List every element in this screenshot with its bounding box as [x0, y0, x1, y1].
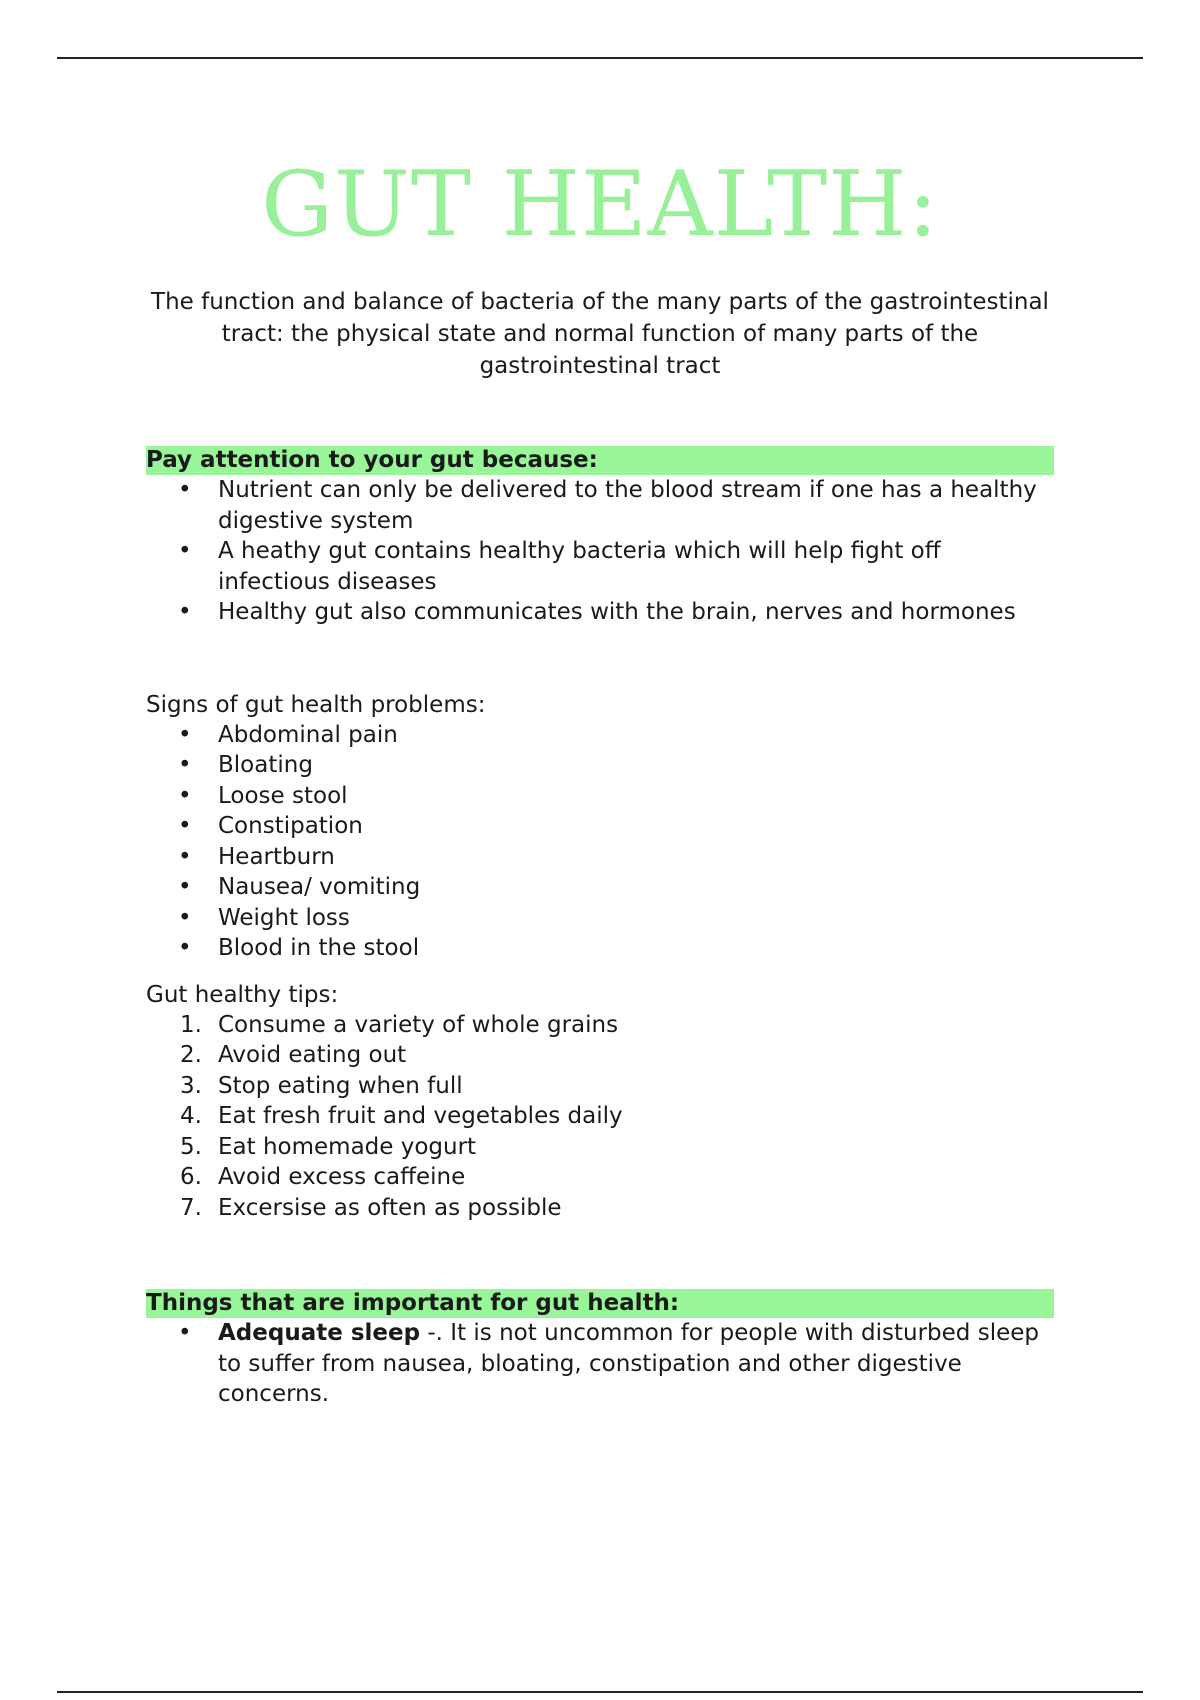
- list-number: 1.: [180, 1011, 202, 1038]
- list-number: 5.: [180, 1133, 202, 1160]
- section-heading-attention: Pay attention to your gut because:: [146, 446, 1054, 475]
- attention-list: [146, 475, 1054, 628]
- list-text: Eat fresh fruit and vegetables daily: [218, 1103, 623, 1129]
- list-item: [146, 1101, 1054, 1132]
- list-item: • Blood in the stool: [146, 933, 1054, 964]
- list-text: Avoid eating out: [218, 1042, 407, 1068]
- list-item: • Nutrient can only be delivered to the blood stream if one has a healthy digestive system: [146, 475, 1054, 536]
- list-item: [146, 1318, 1054, 1410]
- list-item: • Abdominal pain: [146, 720, 1054, 751]
- list-item: • Nausea/ vomiting: [146, 872, 1054, 903]
- section-heading-signs: Signs of gut health problems:: [146, 691, 486, 718]
- list-number: 3.: [180, 1072, 202, 1099]
- list-item: • Loose stool: [146, 781, 1054, 812]
- list-number: 6.: [180, 1164, 202, 1190]
- list-item: • Weight loss: [146, 903, 1054, 934]
- signs-list: [146, 720, 1054, 964]
- list-item: • Bloating: [146, 750, 1054, 781]
- top-rule: [57, 57, 1143, 59]
- list-item: • Constipation: [146, 811, 1054, 842]
- list-item: [146, 1071, 1054, 1102]
- bottom-rule: [57, 1691, 1143, 1693]
- list-item: [146, 1132, 1054, 1163]
- list-text: Consume a variety of whole grains: [218, 1011, 619, 1038]
- list-number: 2.: [180, 1042, 202, 1068]
- list-item: [146, 1193, 1054, 1224]
- list-text: Stop eating when full: [218, 1072, 463, 1099]
- list-item: [146, 1040, 1054, 1071]
- page-title: GUT HEALTH:: [261, 152, 939, 257]
- page-subtitle: The function and balance of bacteria of the many parts of the gastrointestinal tract: the physical state and normal function of many parts of the gastrointestinal tract: [151, 289, 1049, 379]
- list-text: Avoid excess caffeine: [218, 1164, 466, 1190]
- list-item: • A heathy gut contains healthy bacteria which will help fight off infectious diseases: [146, 536, 1054, 597]
- list-item-description: -. It is not uncommon for people with disturbed sleep to suffer from nausea, bloating, constipation and other digestive concerns.: [218, 1320, 1039, 1407]
- list-text: Excersise as often as possible: [218, 1194, 562, 1221]
- list-item-term: Adequate sleep: [218, 1320, 421, 1346]
- document-body: [146, 150, 1054, 1410]
- section-heading-important: Things that are important for gut health:: [146, 1289, 1054, 1318]
- list-text: Eat homemade yogurt: [218, 1133, 477, 1160]
- list-item: • Heartburn: [146, 842, 1054, 873]
- list-item: [146, 1010, 1054, 1041]
- list-item: [146, 1162, 1054, 1193]
- important-list: [146, 1318, 1054, 1410]
- list-item: • Healthy gut also communicates with the brain, nerves and hormones: [146, 597, 1054, 628]
- list-number: 4.: [180, 1103, 202, 1129]
- tips-list: [146, 1010, 1054, 1224]
- section-heading-tips: Gut healthy tips:: [146, 981, 339, 1008]
- list-number: 7.: [180, 1194, 202, 1221]
